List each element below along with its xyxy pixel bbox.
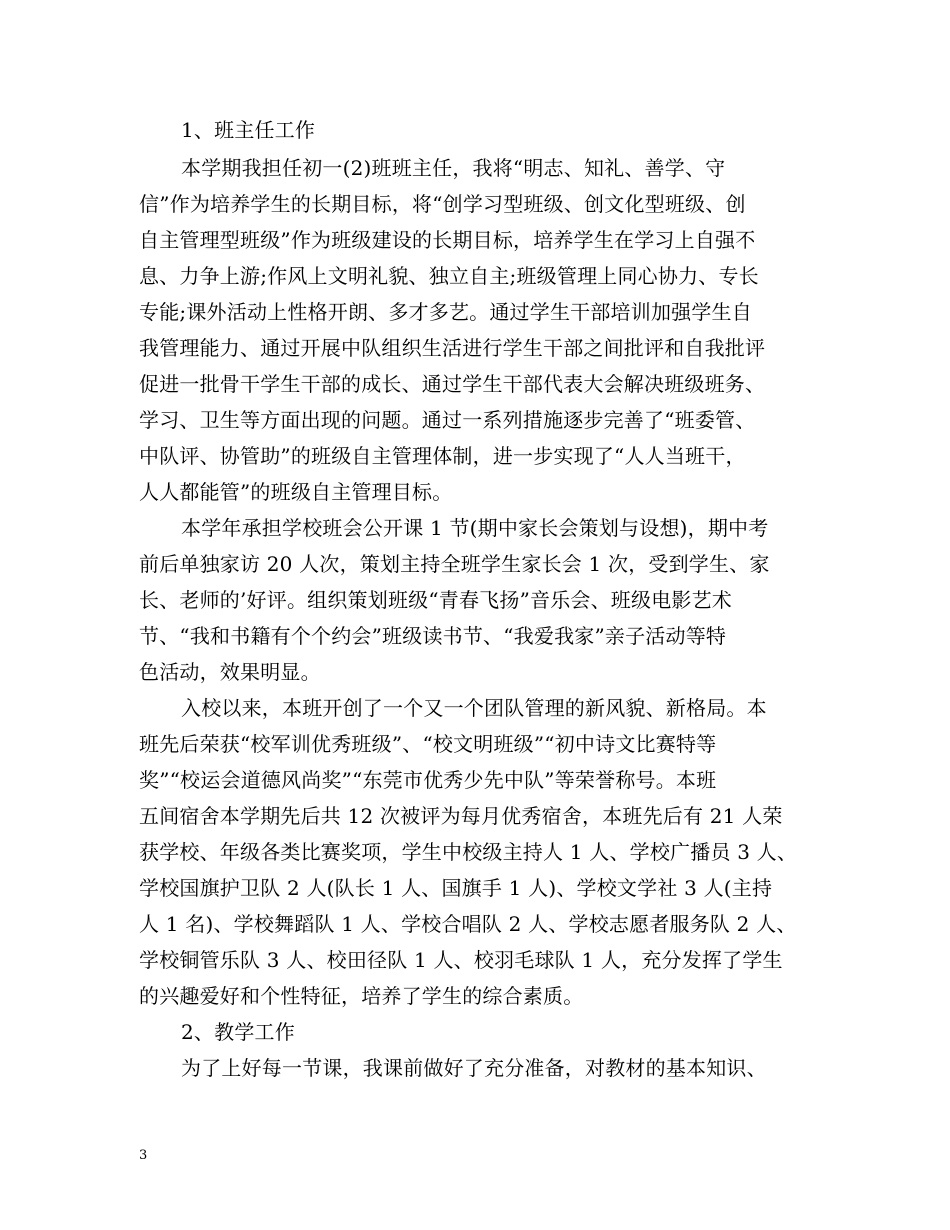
section-heading-2: 2、教学工作 [181,1020,295,1044]
paragraph-line: 信”作为培养学生的长期目标，将“创学习型班级、创文化型班级、创 [139,192,746,216]
paragraph-line: 人 1 名)、学校舞蹈队 1 人、学校合唱队 2 人、学校志愿者服务队 2 人、 [139,912,797,936]
paragraph-line: 我管理能力、通过开展中队组织生活进行学生干部之间批评和自我批评 [139,336,766,360]
paragraph-line: 自主管理型班级”作为班级建设的长期目标，培养学生在学习上自强不 [139,228,756,252]
paragraph-line: 息、力争上游;作风上文明礼貌、独立自主;班级管理上同心协力、专长 [139,264,759,288]
paragraph-line: 本学年承担学校班会公开课 1 节(期中家长会策划与设想)，期中考 [181,516,769,540]
paragraph-line: 长、老师的’好评。组织策划班级“青春飞扬”音乐会、班级电影艺术 [139,588,733,612]
paragraph-line: 中队评、协管助”的班级自主管理体制，进一步实现了“人人当班干， [139,444,746,468]
paragraph-line: 前后单独家访 20 人次，策划主持全班学生家长会 1 次，受到学生、家 [139,552,770,576]
paragraph-line: 节、“我和书籍有个个约会”班级读书节、“我爱我家”亲子活动等特 [139,624,727,648]
paragraph-line: 五间宿舍本学期先后共 12 次被评为每月优秀宿舍，本班先后有 21 人荣 [139,804,783,828]
section-heading-1: 1、班主任工作 [181,118,316,142]
page-number: 3 [139,1148,148,1163]
paragraph-line: 专能;课外活动上性格开朗、多才多艺。通过学生干部培训加强学生自 [139,300,752,324]
paragraph-line: 本学期我担任初一(2)班班主任，我将“明志、知礼、善学、守 [181,156,726,180]
paragraph-line: 获学校、年级各类比赛奖项，学生中校级主持人 1 人、学校广播员 3 人、 [139,840,798,864]
paragraph-line: 入校以来，本班开创了一个又一个团队管理的新风貌、新格局。本 [181,696,767,720]
paragraph-line: 人人都能管”的班级自主管理目标。 [139,480,453,504]
paragraph-line: 为了上好每一节课，我课前做好了充分准备，对教材的基本知识、 [181,1056,767,1080]
paragraph-line: 的兴趣爱好和个性特征，培养了学生的综合素质。 [139,984,584,1008]
paragraph-line: 促进一批骨干学生干部的成长、通过学生干部代表大会解决班级班务、 [139,372,766,396]
paragraph-line: 学校铜管乐队 3 人、校田径队 1 人、校羽毛球队 1 人，充分发挥了学生 [139,948,783,972]
paragraph-line: 奖”“校运会道德风尚奖”“东莞市优秀少先中队”等荣誉称号。本班 [139,768,717,792]
paragraph-line: 色活动，效果明显。 [139,660,321,684]
paragraph-line: 班先后荣获“校军训优秀班级”、“校文明班级”“初中诗文比赛特等 [139,732,717,756]
paragraph-line: 学习、卫生等方面出现的问题。通过一系列措施逐步完善了“班委管、 [139,408,756,432]
paragraph-line: 学校国旗护卫队 2 人(队长 1 人、国旗手 1 人)、学校文学社 3 人(主持 [139,876,773,900]
